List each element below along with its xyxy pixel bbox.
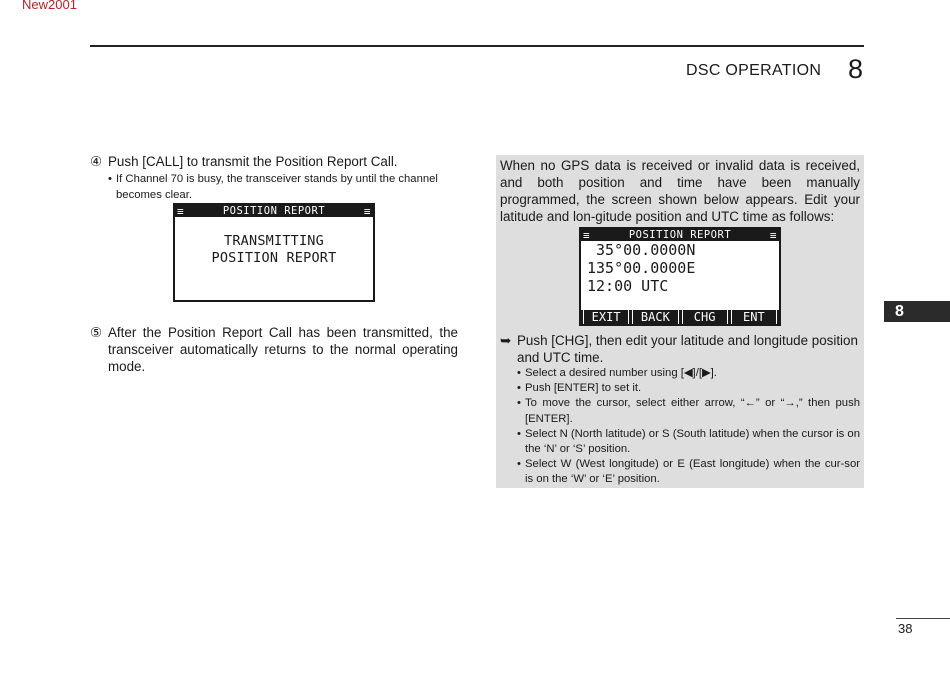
bullet-text: Select N (North latitude) or S (South latitude) when the cursor is on the ‘N’ or ‘S’ position.	[525, 427, 860, 456]
intro-paragraph: When no GPS data is received or invalid data is received, and both position and time have been manually programmed, the screen shown below appears. Edit your latitude and lon-gitude position and UTC time as follows:	[500, 158, 860, 224]
lcd-utc-time: 12:00 UTC	[587, 277, 669, 295]
step-4-note	[90, 171, 458, 203]
arrow-icon: ➥	[500, 333, 512, 348]
left-column	[90, 153, 458, 375]
lcd-title: POSITION REPORT	[222, 205, 326, 217]
lcd-message	[175, 233, 373, 267]
lcd-line-2: POSITION REPORT	[211, 250, 337, 266]
section-title: DSC OPERATION	[686, 62, 822, 79]
softkey-ent[interactable]: ENT	[731, 310, 777, 324]
header-rule	[90, 45, 864, 47]
corner-tag: New2001	[22, 0, 77, 12]
menu-icon: ≡	[769, 228, 777, 242]
lcd-title-bar	[175, 205, 373, 217]
step-4-number: ④	[90, 154, 103, 169]
lcd-position-screen	[579, 227, 781, 326]
step-4	[90, 153, 458, 170]
softkey-chg[interactable]: CHG	[682, 310, 728, 324]
softkey-bar	[581, 310, 779, 324]
page-rule	[896, 618, 950, 619]
step-4-note-text: If Channel 70 is busy, the transceiver stands by until the channel becomes clear.	[116, 173, 438, 201]
bullet-icon: •	[517, 382, 521, 395]
menu-icon: ≡	[583, 228, 591, 242]
page-number: 38	[898, 621, 913, 636]
lcd-latitude: 35°00.0000N	[587, 241, 696, 259]
instruction-bullet	[500, 457, 860, 487]
step-4-text: Push [CALL] to transmit the Position Report Call.	[108, 154, 398, 169]
bullet-icon: •	[517, 427, 521, 440]
step-5-text: After the Position Report Call has been transmitted, the transceiver automatically returns to the normal operating mode.	[108, 325, 458, 374]
instruction-bullet	[500, 366, 860, 381]
lcd-title-bar	[581, 229, 779, 241]
step-5-number: ⑤	[90, 325, 103, 340]
bullet-icon: •	[108, 173, 112, 185]
instruction-bullet	[500, 381, 860, 396]
bullet-icon: •	[517, 397, 521, 410]
menu-icon: ≡	[363, 204, 371, 218]
instruction-text: Push [CHG], then edit your latitude and longitude position and UTC time.	[517, 333, 858, 365]
note-box	[496, 155, 864, 488]
bullet-text: Select a desired number using [◀]/[▶].	[525, 367, 717, 379]
instruction-main	[500, 332, 860, 366]
instruction-bullet	[500, 427, 860, 457]
lcd-transmitting-screen	[173, 203, 375, 302]
lcd-longitude: 135°00.0000E	[587, 259, 696, 277]
bullet-text: Push [ENTER] to set it.	[525, 382, 642, 395]
menu-icon: ≡	[177, 204, 185, 218]
section-number: 8	[848, 54, 864, 84]
chapter-tab[interactable]: 8	[884, 301, 950, 322]
bullet-icon: •	[517, 367, 521, 379]
bullet-text: To move the cursor, select either arrow, “←” or “→,” then push [ENTER].	[525, 397, 860, 425]
lcd-position-data	[581, 241, 779, 295]
lcd-title: POSITION REPORT	[628, 229, 732, 241]
bullet-text: Select W (West longitude) or E (East longitude) when the cur-sor is on the ‘W’ or ‘E’ position.	[525, 458, 860, 486]
instruction-bullet	[500, 396, 860, 426]
softkey-back[interactable]: BACK	[632, 310, 678, 324]
step-5	[90, 324, 458, 375]
bullet-icon: •	[517, 458, 521, 471]
instruction-block	[500, 332, 860, 488]
lcd-line-1: TRANSMITTING	[224, 233, 324, 249]
softkey-exit[interactable]: EXIT	[583, 310, 629, 324]
